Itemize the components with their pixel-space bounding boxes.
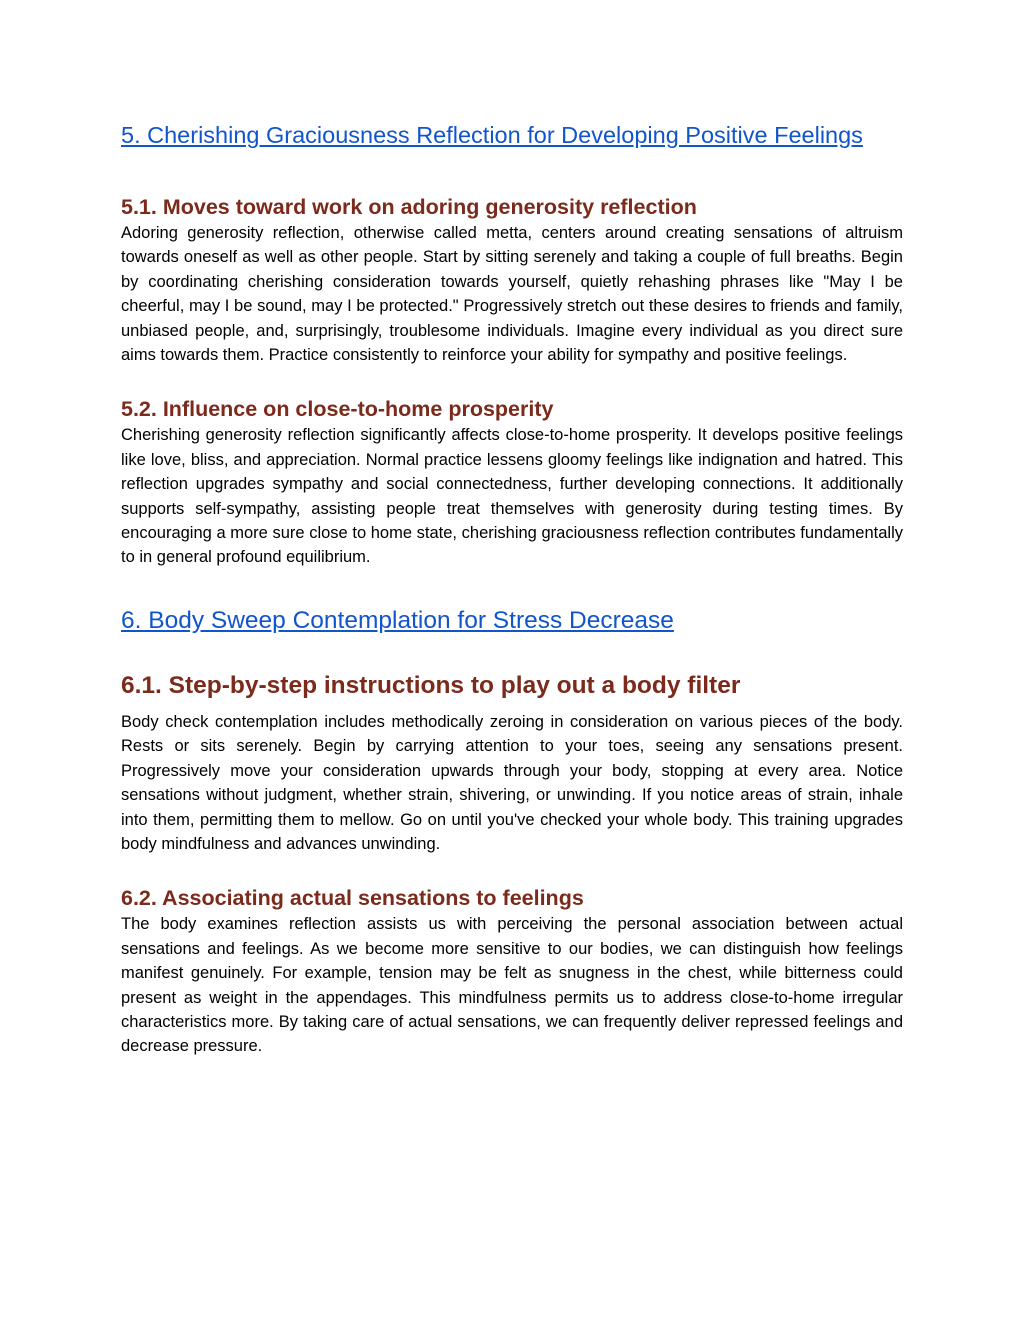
subsection-6-2-body: The body examines reflection assists us with perceiving the personal association between actual sensations and feelings. As we become more sensitive to our bodies, we can distinguish how feelings manifest genuinely. For example, tension may be felt as snugness in the chest, while bitterness could present as weight in the appendages. This mindfulness permits us to address close-to-home irregular characteristics more. By taking care of actual sensations, we can frequently deliver repressed feelings and decrease pressure. — [121, 915, 903, 1056]
document-page — [121, 118, 903, 1059]
subsection-6-1 — [121, 671, 903, 856]
subsection-5-2-heading: 5.2. Influence on close-to-home prosperity — [121, 397, 554, 422]
section-6-heading-link[interactable]: 6. Body Sweep Contemplation for Stress Decrease — [121, 606, 674, 634]
subsection-6-1-heading: 6.1. Step-by-step instructions to play out a body filter — [121, 671, 741, 699]
subsection-6-1-body: Body check contemplation includes methodically zeroing in consideration on various pieces of the body. Rests or sits serenely. Begin by carrying attention to your toes, seeing any sensations present. Progressively move your consideration upwards through your body, stopping at every area. Notice sensations without judgment, whether strain, shivering, or unwinding. If you notice areas of strain, inhale into them, permitting them to mellow. Go on until you've checked your whole body. This training upgrades body mindfulness and advances unwinding. — [121, 712, 903, 853]
subsection-5-1-heading: 5.1. Moves toward work on adoring generosity reflection — [121, 195, 697, 219]
section-5-heading-link[interactable]: 5. Cherishing Graciousness Reflection for Developing Positive Feelings — [121, 122, 863, 148]
subsection-5-2 — [121, 396, 903, 569]
subsection-6-2-heading: 6.2. Associating actual sensations to feelings — [121, 886, 584, 911]
subsection-5-1-body: Adoring generosity reflection, otherwise called metta, centers around creating sensations of altruism towards oneself as well as other people. Start by sitting serenely and taking a couple of full breaths. Begin by coordinating cherishing consideration towards yourself, quietly rehashing phrases like "May I be cheerful, may I be sound, may I be protected." Progressively stretch out these desires to friends and family, unbiased people, and, surprisingly, troublesome individuals. Imagine every individual as you direct sure aims towards them. Practice consistently to reinforce your ability for sympathy and positive feelings. — [121, 224, 903, 365]
subsection-6-2 — [121, 885, 903, 1058]
subsection-5-1 — [121, 194, 903, 367]
subsection-5-2-body: Cherishing generosity reflection significantly affects close-to-home prosperity. It develops positive feelings like love, bliss, and appreciation. Normal practice lessens gloomy feelings like indignation and hatred. This reflection upgrades sympathy and social connectedness, further developing connections. It additionally supports self-sympathy, assisting people treat themselves with generosity during testing times. By encouraging a more sure close to home state, cherishing graciousness reflection contributes fundamentally to in general profound equilibrium. — [121, 426, 903, 567]
